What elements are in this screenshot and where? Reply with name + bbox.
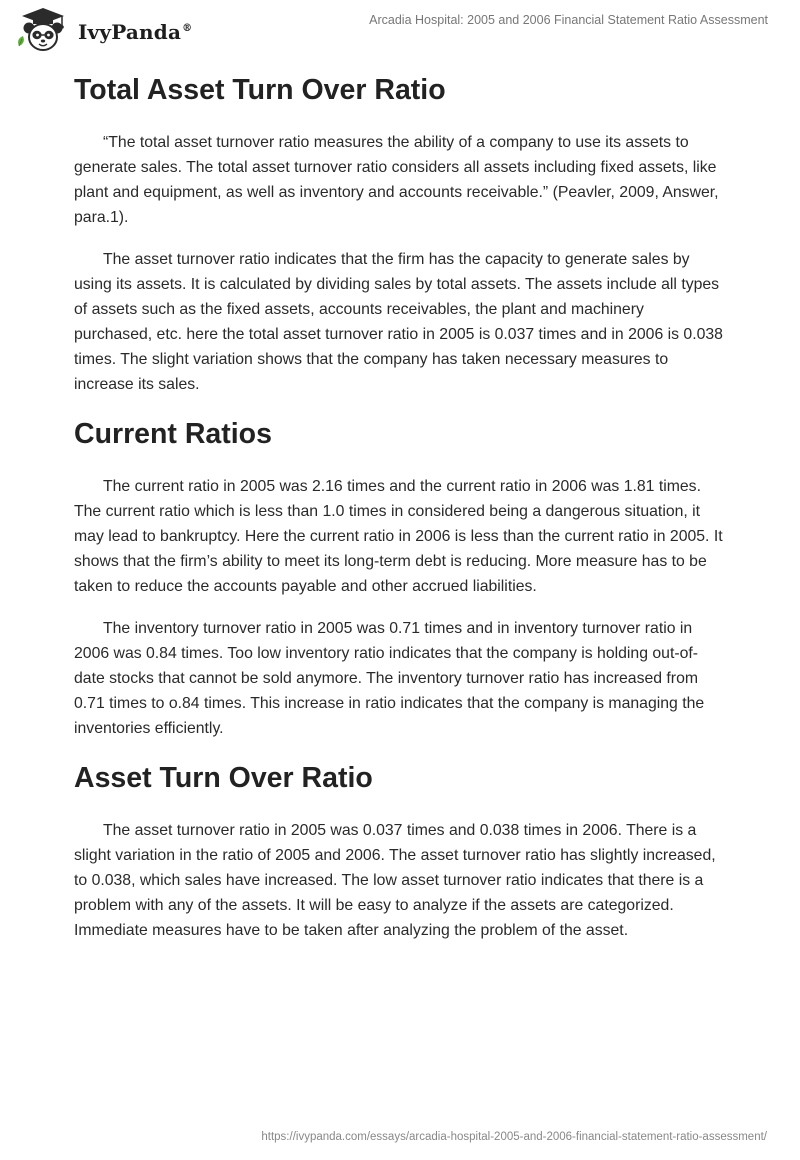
source-url-link[interactable]: https://ivypanda.com/essays/arcadia-hospital-2005-and-2006-financial-statement-ratio-assessment/ (261, 1131, 767, 1143)
paragraph: The inventory turnover ratio in 2005 was 0.71 times and in inventory turnover ratio in 2006 was 0.84 times. Too low inventory ratio indicates that the company is holding out-of-date stocks that cannot be sold anymore. The inventory turnover ratio has increased from 0.71 times to o.84 times. This increase in ratio indicates that the company is managing the inventories efficiently. (74, 620, 705, 737)
section-current-ratios (74, 414, 726, 741)
brand-name: IvyPanda® (78, 20, 193, 44)
section-heading: Asset Turn Over Ratio (74, 762, 373, 794)
section-asset-turnover (74, 758, 726, 943)
section-heading: Total Asset Turn Over Ratio (74, 74, 446, 106)
section-heading: Current Ratios (74, 418, 272, 450)
article-body (74, 70, 726, 960)
paragraph: The asset turnover ratio indicates that the firm has the capacity to generate sales by using its assets. It is calculated by dividing sales by total assets. The assets include all types of assets such as the fixed assets, accounts receivables, the plant and machinery purchased, etc. here the total asset turnover ratio in 2005 is 0.037 times and in 2006 is 0.038 times. The slight variation shows that the company has taken necessary measures to increase its sales. (74, 251, 723, 393)
section-total-asset-turnover (74, 70, 726, 397)
registered-mark: ® (182, 23, 193, 35)
document-title: Arcadia Hospital: 2005 and 2006 Financial Statement Ratio Assessment (369, 13, 768, 27)
page-header (0, 0, 800, 60)
paragraph: The current ratio in 2005 was 2.16 times and the current ratio in 2006 was 1.81 times. The current ratio which is less than 1.0 times in considered being a dangerous situation, it may lead to bankruptcy. Here the current ratio in 2006 is less than the current ratio in 2005. It shows that the firm’s ability to meet its long-term debt is reducing. More measure has to be taken to reduce the accounts payable and other accrued liabilities. (74, 478, 723, 595)
paragraph: The asset turnover ratio in 2005 was 0.037 times and 0.038 times in 2006. There is a slight variation in the ratio of 2005 and 2006. The asset turnover ratio has slightly increased, to 0.038, which sales have increased. The low asset turnover ratio indicates that there is a problem with any of the assets. It will be easy to analyze if the assets are categorized. Immediate measures have to be taken after analyzing the problem of the asset. (74, 822, 716, 939)
ivypanda-logo[interactable] (14, 6, 192, 54)
paragraph: “The total asset turnover ratio measures the ability of a company to use its assets to generate sales. The total asset turnover ratio considers all assets including fixed assets, like plant and equipment, as well as inventory and accounts receivable.” (Peavler, 2009, Answer, para.1). (74, 134, 719, 226)
panda-graduate-icon (14, 6, 72, 54)
